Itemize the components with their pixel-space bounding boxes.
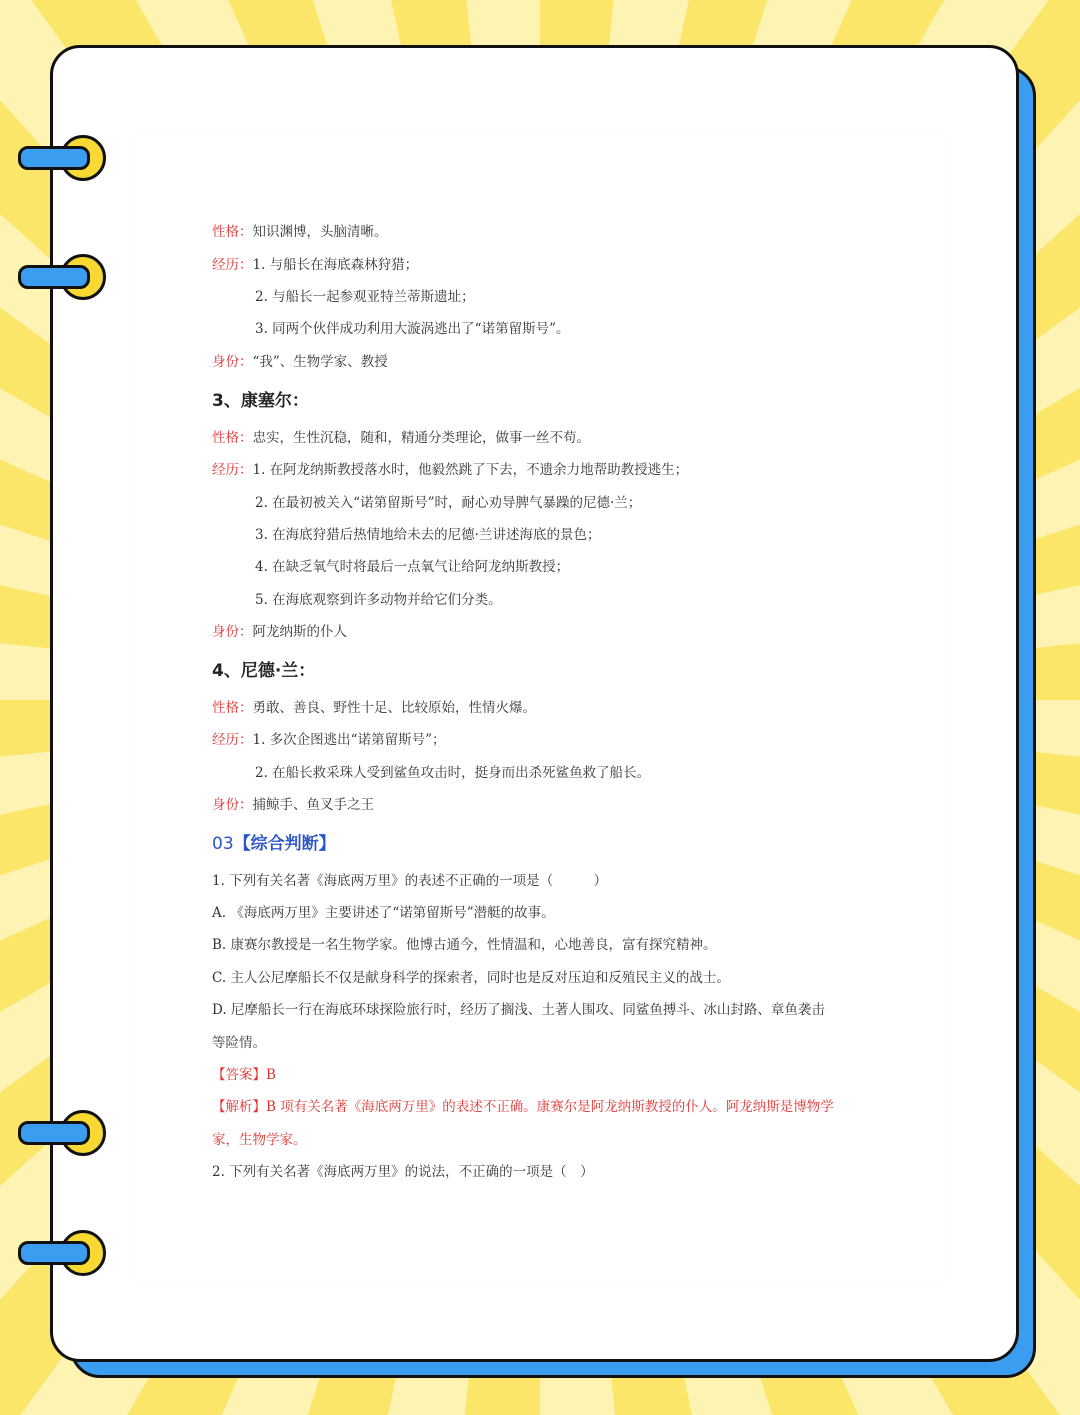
- q1-answer: 【答案】B: [212, 1067, 276, 1083]
- binder-ring-3: [18, 1110, 108, 1160]
- q1-stem: 1. 下列有关名著《海底两万里》的表述不正确的一项是（ ）: [212, 873, 608, 889]
- aronnax-experience-3: 3. 同两个伙伴成功利用大漩涡逃出了“诺第留斯号”。: [255, 321, 570, 337]
- binder-ring-1: [18, 135, 108, 185]
- ned-identity: 身份：捕鲸手、鱼叉手之王: [212, 797, 374, 813]
- q2-stem: 2. 下列有关名著《海底两万里》的说法，不正确的一项是（ ）: [212, 1164, 594, 1180]
- binder-ring-4: [18, 1230, 108, 1280]
- conseil-experience-3: 3. 在海底狩猎后热情地给未去的尼德·兰讲述海底的景色；: [255, 527, 601, 543]
- conseil-personality: 性格：忠实，生性沉稳，随和，精通分类理论，做事一丝不苟。: [212, 430, 590, 446]
- section-heading: 03【综合判断】: [212, 834, 336, 854]
- conseil-identity: 身份：阿龙纳斯的仆人: [212, 624, 347, 640]
- ned-heading: 4、尼德·兰：: [212, 661, 316, 681]
- q1-option-a: A. 《海底两万里》主要讲述了“诺第留斯号”潜艇的故事。: [212, 905, 555, 921]
- q1-option-b: B. 康赛尔教授是一名生物学家。他博古通今，性情温和，心地善良，富有探究精神。: [212, 937, 717, 953]
- conseil-experience-5: 5. 在海底观察到许多动物并给它们分类。: [255, 592, 502, 608]
- q1-option-d: D. 尼摩船长一行在海底环球探险旅行时，经历了搁浅、土著人围攻、同鲨鱼搏斗、冰山封路、章鱼袭击: [212, 1002, 825, 1018]
- conseil-experience-2: 2. 在最初被关入“诺第留斯号”时，耐心劝导脾气暴躁的尼德·兰；: [255, 495, 642, 511]
- conseil-experience-1: 经历：1. 在阿龙纳斯教授落水时，他毅然跳了下去，不遗余力地帮助教授逃生；: [212, 462, 689, 478]
- q1-analysis: 【解析】B 项有关名著《海底两万里》的表述不正确。康赛尔是阿龙纳斯教授的仆人。阿龙纳斯是博物学: [212, 1099, 834, 1115]
- q1-option-c: C. 主人公尼摩船长不仅是献身科学的探索者，同时也是反对压迫和反殖民主义的战士。: [212, 970, 730, 986]
- q1-option-d-cont: 等险情。: [212, 1035, 266, 1051]
- ned-experience-2: 2. 在船长救采珠人受到鲨鱼攻击时，挺身而出杀死鲨鱼救了船长。: [255, 765, 651, 781]
- ned-personality: 性格：勇敢、善良、野性十足、比较原始，性情火爆。: [212, 700, 536, 716]
- binder-ring-2: [18, 254, 108, 304]
- q1-analysis-cont: 家，生物学家。: [212, 1132, 307, 1148]
- aronnax-experience-1: 经历：1. 与船长在海底森林狩猎；: [212, 257, 419, 273]
- ned-experience-1: 经历：1. 多次企图逃出“诺第留斯号”；: [212, 732, 446, 748]
- conseil-heading: 3、康塞尔：: [212, 391, 309, 411]
- aronnax-personality: 性格：知识渊博，头脑清晰。: [212, 224, 388, 240]
- conseil-experience-4: 4. 在缺乏氧气时将最后一点氧气让给阿龙纳斯教授；: [255, 559, 570, 575]
- aronnax-experience-2: 2. 与船长一起参观亚特兰蒂斯遗址；: [255, 289, 475, 305]
- aronnax-identity: 身份：“我”、生物学家、教授: [212, 354, 388, 370]
